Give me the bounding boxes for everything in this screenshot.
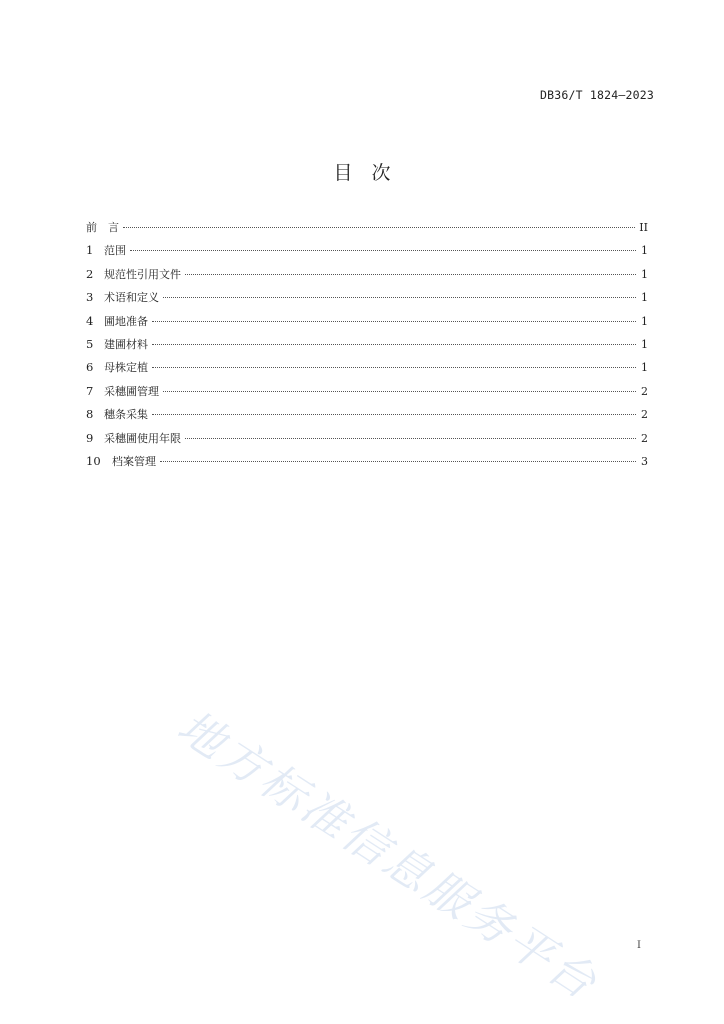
toc-entry-number: 2	[86, 266, 94, 281]
toc-entry-page: II	[639, 221, 648, 234]
toc-entry[interactable]	[86, 450, 648, 473]
toc-entry-label: 术语和定义	[104, 291, 159, 305]
toc-entry[interactable]	[86, 286, 648, 309]
toc-entry-number: 10	[86, 453, 101, 468]
toc-leader-dots	[160, 461, 636, 462]
toc-entry-number: 3	[86, 290, 94, 305]
toc-entry-label: 穗条采集	[104, 408, 148, 422]
toc-entry-page: 1	[641, 267, 648, 281]
toc-leader-dots	[185, 274, 636, 275]
toc-leader-dots	[123, 227, 635, 228]
toc-entry[interactable]	[86, 356, 648, 379]
toc-leader-dots	[152, 367, 636, 368]
toc-entry[interactable]	[86, 403, 648, 426]
toc-entry-page: 1	[641, 244, 648, 258]
watermark: 地方标准信息服务平台	[168, 699, 609, 1011]
toc-entry-page: 2	[641, 408, 648, 422]
toc-entry-number: 7	[86, 383, 94, 398]
toc-entry-label: 范围	[104, 244, 126, 258]
page-number: I	[637, 940, 641, 951]
toc-entry-page: 1	[641, 314, 648, 328]
toc-entry-label: 规范性引用文件	[104, 267, 181, 281]
toc-entry[interactable]	[86, 427, 648, 450]
toc-entry-number: 6	[86, 360, 94, 375]
toc-leader-dots	[130, 250, 636, 251]
toc-entry-number: 5	[86, 336, 94, 351]
page-title: 目 次	[333, 162, 391, 184]
toc-entry-label: 前 言	[86, 221, 119, 234]
toc-entry-page: 2	[641, 431, 648, 445]
toc-entry-label: 圃地准备	[104, 314, 148, 328]
toc-entry-number: 9	[86, 430, 94, 445]
toc-leader-dots	[152, 321, 636, 322]
toc-entry-label: 采穗圃管理	[104, 384, 159, 398]
toc-entry-page: 2	[641, 384, 648, 398]
toc-entry-number: 8	[86, 407, 94, 422]
toc-entry-page: 1	[641, 337, 648, 351]
toc-entry-page: 1	[641, 291, 648, 305]
toc-entry-page: 1	[641, 361, 648, 375]
toc-entry-label: 母株定植	[104, 361, 148, 375]
toc-leader-dots	[163, 297, 636, 298]
toc-entry-label: 档案管理	[112, 454, 156, 468]
toc-entry[interactable]	[86, 239, 648, 262]
toc-entry[interactable]	[86, 310, 648, 333]
toc-entry-number: 4	[86, 313, 94, 328]
toc-entry-number: 1	[86, 243, 94, 258]
toc-entry-label: 建圃材料	[104, 337, 148, 351]
toc-entry[interactable]	[86, 263, 648, 286]
toc-entry[interactable]	[86, 333, 648, 356]
toc-entry-label: 采穗圃使用年限	[104, 431, 181, 445]
table-of-contents	[86, 216, 648, 473]
toc-leader-dots	[185, 438, 636, 439]
toc-entry[interactable]	[86, 380, 648, 403]
toc-leader-dots	[152, 344, 636, 345]
toc-entry[interactable]	[86, 216, 648, 239]
toc-entry-page: 3	[641, 454, 648, 468]
toc-leader-dots	[163, 391, 636, 392]
toc-leader-dots	[152, 414, 636, 415]
standard-code: DB36/T 1824—2023	[540, 88, 654, 102]
